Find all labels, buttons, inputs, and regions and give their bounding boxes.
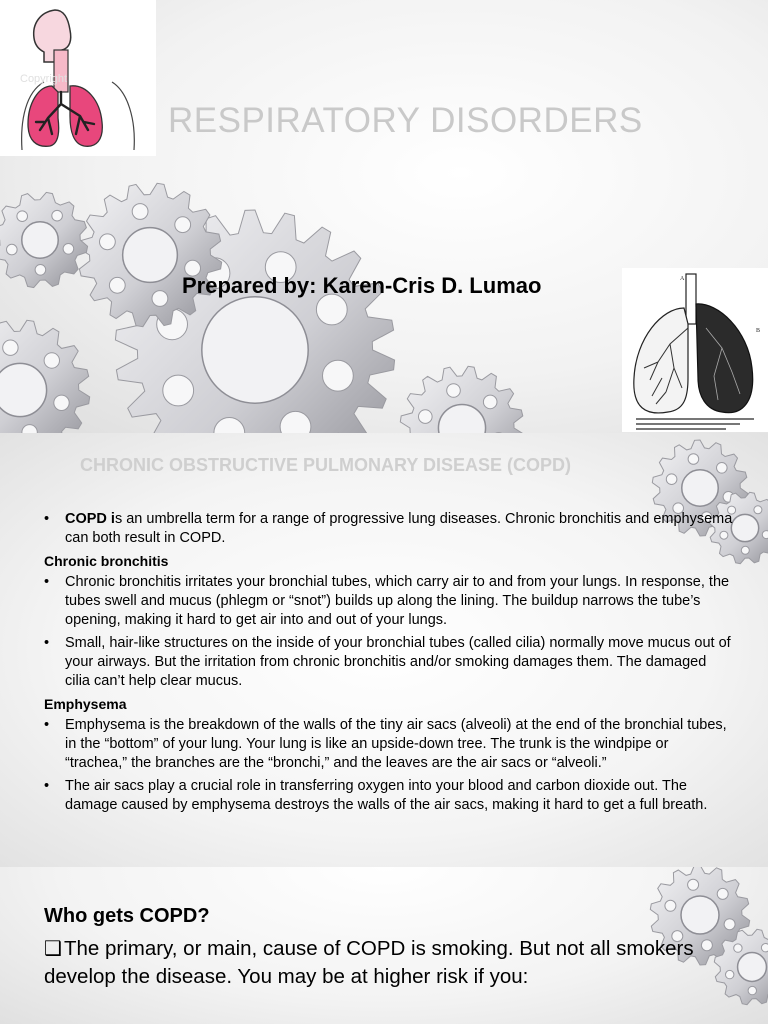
checkbox-bullet-icon: ❑ xyxy=(44,938,62,960)
bullet-item xyxy=(44,510,734,548)
copd-content xyxy=(44,510,734,819)
bullet-text: Chronic bronchitis irritates your bronchial tubes, which carry air to and from your lungs. In response, the tubes swell and mucus (phlegm or “snot”) builds up along the lining. The buildup narrows the tube’s opening, making it hard to get air into and out of your lungs. xyxy=(65,574,730,628)
respiratory-system-icon xyxy=(0,0,156,156)
bullet-text: Emphysema is the breakdown of the walls of the tiny air sacs (alveoli) at the end of the bronchial tubes, in the “bottom” of your lung. Your lung is like an upside-down tree. The trunk is the windpipe or “trachea,” the branches are the “bronchi,” and the leaves are the air sacs or “alveoli.” xyxy=(65,717,727,771)
svg-text:B: B xyxy=(756,328,761,334)
section-heading: Chronic bronchitis xyxy=(44,553,169,569)
bullet-item xyxy=(44,634,734,691)
slide-title-heading: RESPIRATORY DISORDERS xyxy=(168,101,643,140)
copd-definition: s an umbrella term for a range of progressive lung diseases. Chronic bronchitis and emphysema can both result in COPD. xyxy=(65,511,733,546)
bullet-item xyxy=(44,573,734,630)
who-gets-copd-title: Who gets COPD? xyxy=(44,905,210,927)
slide-who-gets-copd xyxy=(0,867,768,1024)
bullet-text: Small, hair-like structures on the inside of your bronchial tubes (called cilia) normally move mucus out of your airways. But the irritation from chronic bronchitis and/or smoking damages them. The damaged cilia can’t help clear mucus. xyxy=(65,635,731,689)
slide-title xyxy=(0,0,768,433)
bullet-dot: • xyxy=(44,574,50,590)
bullet-text: The air sacs play a crucial role in transferring oxygen into your blood and carbon dioxide out. The damage caused by emphysema destroys the walls of the air sacs, making it hard to get a full breath. xyxy=(65,778,708,813)
bullet-dot: • xyxy=(44,635,50,651)
bullet-dot: • xyxy=(44,717,50,733)
svg-text:A: A xyxy=(680,276,685,282)
bullet-dot: • xyxy=(44,511,50,527)
svg-text:Copyright: Copyright xyxy=(20,73,68,85)
lung-anatomy-illustration xyxy=(622,268,768,432)
bullet-item xyxy=(44,777,734,815)
author-line: Prepared by: Karen-Cris D. Lumao xyxy=(182,273,542,298)
copd-term: COPD i xyxy=(65,511,115,527)
bullet-dot: • xyxy=(44,778,50,794)
risk-bullet xyxy=(44,935,724,990)
copd-title: CHRONIC OBSTRUCTIVE PULMONARY DISEASE (COPD) xyxy=(80,455,572,475)
risk-bullet-text: The primary, or main, cause of COPD is smoking. But not all smokers develop the disease. You may be at higher risk if you: xyxy=(44,937,694,988)
bullet-item xyxy=(44,716,734,773)
slide-copd xyxy=(0,433,768,867)
section-heading: Emphysema xyxy=(44,696,127,712)
